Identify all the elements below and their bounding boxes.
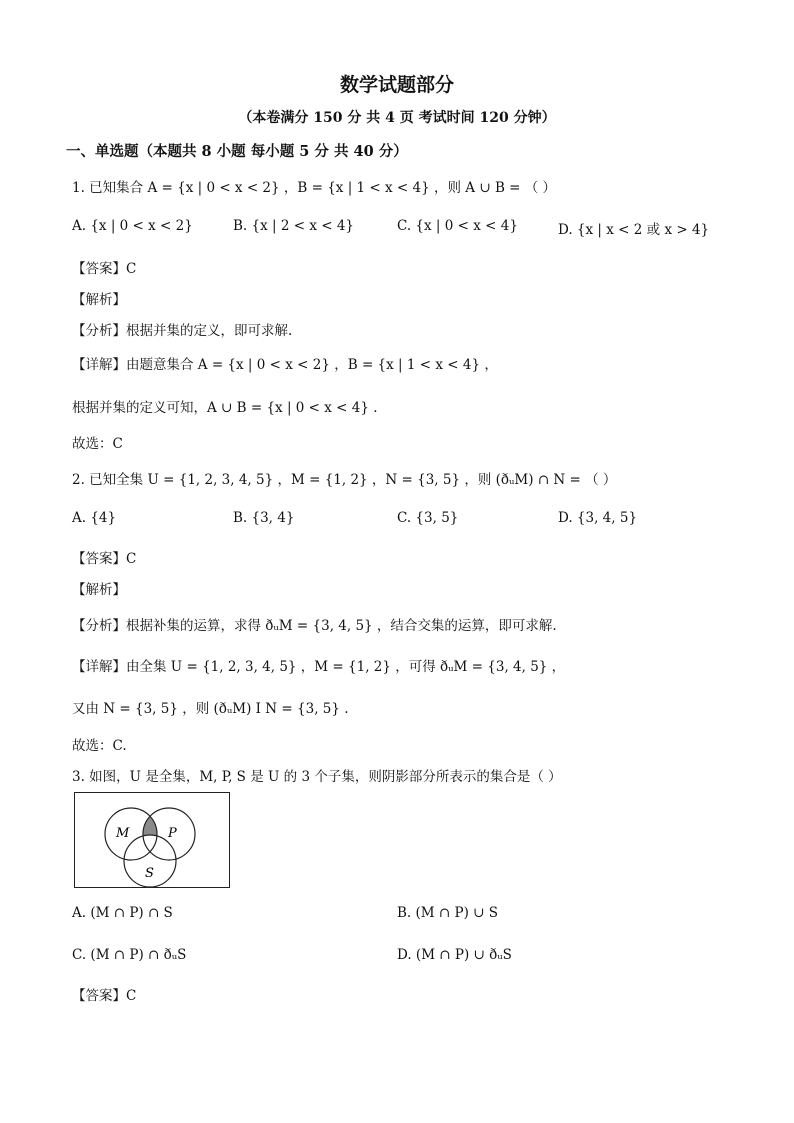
q2-fenxi: 【分析】根据补集的运算，求得 ðᵤM = {3, 4, 5} ，结合交集的运算，即可求解. bbox=[72, 618, 557, 634]
q1-step: 根据并集的定义可知，A ∪ B = {x | 0 < x < 4} . bbox=[72, 400, 378, 416]
q1-option-a: A. {x | 0 < x < 2} bbox=[72, 218, 193, 234]
q3-option-c: C. (M ∩ P) ∩ ðᵤS bbox=[72, 947, 187, 963]
section-heading: 一、单选题（本题共 8 小题 每小题 5 分 共 40 分） bbox=[66, 143, 408, 160]
q2-analysis-label: 【解析】 bbox=[72, 582, 126, 598]
venn-diagram-frame bbox=[74, 792, 230, 888]
q1-xiangjie: 【详解】由题意集合 A = {x | 0 < x < 2} ，B = {x | 1 < x < 4} ， bbox=[72, 357, 498, 373]
q1-stem: 1. 已知集合 A = {x | 0 < x < 2} ，B = {x | 1 < x < 4} ，则 A ∪ B = （ ） bbox=[72, 180, 557, 196]
q1-analysis-label: 【解析】 bbox=[72, 292, 126, 308]
q2-option-d: D. {3, 4, 5} bbox=[558, 510, 638, 526]
q2-option-c: C. {3, 5} bbox=[397, 510, 459, 526]
q2-option-b: B. {3, 4} bbox=[233, 510, 295, 526]
page-title: 数学试题部分 bbox=[339, 74, 454, 96]
q2-option-a: A. {4} bbox=[72, 510, 117, 526]
q2-step: 又由 N = {3, 5} ，则 (ðᵤM) I N = {3, 5} . bbox=[72, 701, 349, 717]
q1-option-c: C. {x | 0 < x < 4} bbox=[397, 218, 518, 234]
q2-xiangjie: 【详解】由全集 U = {1, 2, 3, 4, 5} ，M = {1, 2} ，可得 ðᵤM = {3, 4, 5} ， bbox=[72, 659, 566, 675]
q1-choice: 故选：C bbox=[72, 436, 123, 452]
venn-label-p: P bbox=[168, 826, 177, 841]
q2-stem: 2. 已知全集 U = {1, 2, 3, 4, 5} ，M = {1, 2} ，N = {3, 5} ，则 (ðᵤM) ∩ N = （ ） bbox=[72, 472, 617, 488]
venn-diagram bbox=[75, 793, 229, 887]
venn-label-m: M bbox=[116, 826, 130, 841]
q2-answer: 【答案】C bbox=[72, 551, 137, 567]
page-subtitle: （本卷满分 150 分 共 4 页 考试时间 120 分钟） bbox=[238, 110, 556, 126]
q3-answer: 【答案】C bbox=[72, 988, 137, 1004]
q1-answer: 【答案】C bbox=[72, 261, 137, 277]
q1-option-d: D. {x | x < 2 或 x > 4} bbox=[558, 222, 710, 238]
venn-label-s: S bbox=[145, 866, 154, 881]
q3-option-a: A. (M ∩ P) ∩ S bbox=[72, 905, 173, 921]
q3-option-d: D. (M ∩ P) ∪ ðᵤS bbox=[397, 947, 512, 963]
q2-choice: 故选：C. bbox=[72, 738, 127, 754]
q1-option-b: B. {x | 2 < x < 4} bbox=[233, 218, 355, 234]
q1-fenxi: 【分析】根据并集的定义，即可求解. bbox=[72, 323, 293, 339]
q3-option-b: B. (M ∩ P) ∪ S bbox=[397, 905, 498, 921]
q3-stem: 3. 如图，U 是全集，M, P, S 是 U 的 3 个子集，则阴影部分所表示的集合是（ ） bbox=[72, 769, 562, 785]
